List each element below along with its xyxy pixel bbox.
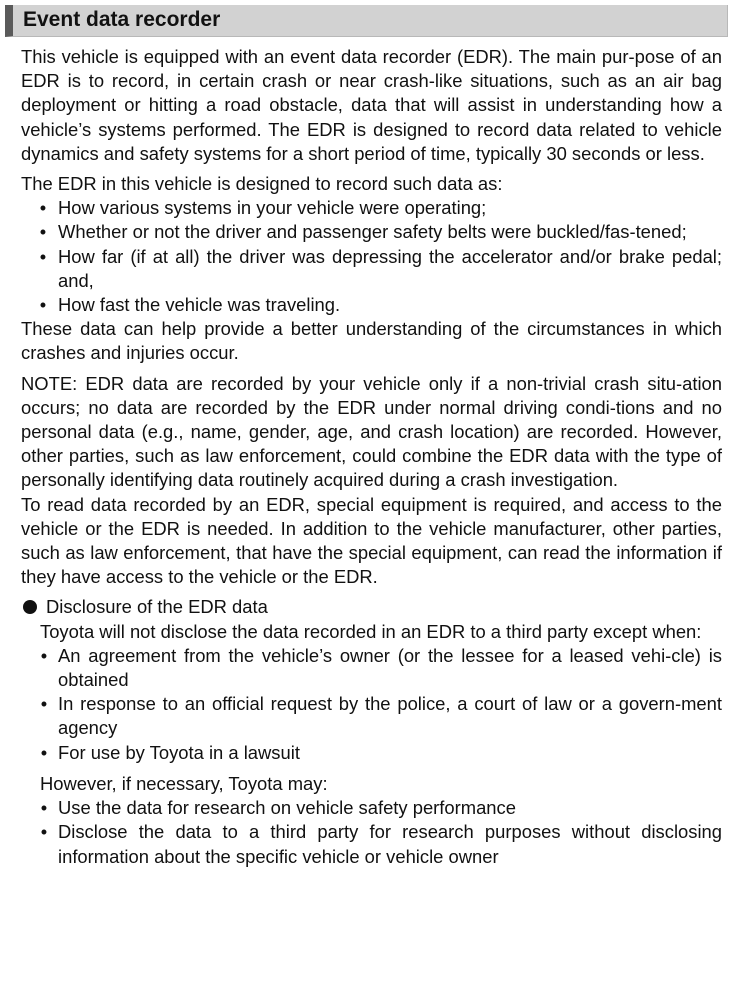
filled-circle-icon bbox=[23, 600, 37, 614]
disclosure-lead: Toyota will not disclose the data recorded in an EDR to a third party except when: bbox=[40, 620, 702, 642]
bullet-icon: • bbox=[40, 693, 48, 715]
read-data-paragraph: To read data recorded by an EDR, special equipment is required, and access to the vehicle or the EDR is needed. In addition to the vehicle manufacturer, other parties, such as law enforcement, that have the special equipment, can read the information if they have access to the vehicle or the EDR. bbox=[21, 493, 722, 588]
list-item-text: Disclose the data to a third party for research purposes without disclosing information about the specific vehicle or vehicle owner bbox=[58, 821, 722, 867]
list-item bbox=[40, 692, 722, 740]
bullet-icon: • bbox=[39, 221, 47, 243]
list-item bbox=[40, 741, 722, 765]
disclosure-heading-text: Disclosure of the EDR data bbox=[46, 596, 268, 618]
list-item-text: For use by Toyota in a lawsuit bbox=[58, 741, 300, 763]
list-item-text: How fast the vehicle was traveling. bbox=[58, 294, 341, 316]
section-title: Event data recorder bbox=[23, 8, 221, 31]
list-item-text: Whether or not the driver and passenger safety belts were buckled/fas-tened; bbox=[58, 221, 687, 243]
list-item-text: How various systems in your vehicle were operating; bbox=[58, 197, 487, 219]
record-list bbox=[21, 196, 722, 317]
list-item-text: An agreement from the vehicle’s owner (or the lessee for a leased vehi-cle) is obtained bbox=[58, 644, 722, 691]
list-item-text: How far (if at all) the driver was depressing the accelerator and/or brake pedal; and, bbox=[58, 245, 722, 291]
after-list-paragraph: These data can help provide a better understanding of the circumstances in which crashes and injuries occur. bbox=[21, 318, 722, 364]
list-item bbox=[21, 220, 722, 244]
list-item-text: Use the data for research on vehicle safety performance bbox=[58, 797, 516, 819]
list-item bbox=[21, 293, 722, 317]
note-paragraph: NOTE: EDR data are recorded by your vehicle only if a non-trivial crash situ-ation occurs; no data are recorded by the EDR under normal driving condi-tions and no personal data (e.g., name, gender, age, and crash location) are recorded. However, other parties, such as law enforcement, could combine the EDR data with the type of personally identifying data routinely acquired during a crash investigation. bbox=[21, 372, 722, 491]
list-item bbox=[21, 196, 722, 220]
bullet-icon: • bbox=[40, 644, 48, 666]
disclosure-heading bbox=[21, 595, 722, 619]
list-item bbox=[40, 820, 722, 868]
however-paragraph: However, if necessary, Toyota may: bbox=[40, 772, 328, 794]
list-item-text: In response to an official request by the police, a court of law or a govern-ment agency bbox=[58, 693, 722, 739]
bullet-icon: • bbox=[39, 294, 47, 316]
intro-paragraph: This vehicle is equipped with an event data recorder (EDR). The main pur-pose of an EDR is to record, in certain crash or near crash-like situations, such as an air bag deployment or hitting a road obstacle, data that will assist in understanding how a vehicle’s systems performed. The EDR is designed to record data related to vehicle dynamics and safety systems for a short period of time, typically 30 seconds or less. bbox=[21, 46, 722, 164]
list-item bbox=[21, 245, 722, 293]
list-item bbox=[40, 796, 722, 820]
except-list bbox=[40, 644, 722, 765]
bullet-icon: • bbox=[39, 197, 47, 219]
disclosure-body bbox=[21, 620, 722, 869]
record-lead: The EDR in this vehicle is designed to record such data as: bbox=[21, 173, 503, 195]
bullet-icon: • bbox=[40, 797, 48, 819]
bullet-icon: • bbox=[40, 821, 48, 843]
may-list bbox=[40, 796, 722, 869]
document-body bbox=[21, 45, 722, 869]
list-item bbox=[40, 644, 722, 692]
bullet-icon: • bbox=[39, 245, 47, 267]
section-header bbox=[5, 5, 728, 37]
bullet-icon: • bbox=[40, 741, 48, 763]
